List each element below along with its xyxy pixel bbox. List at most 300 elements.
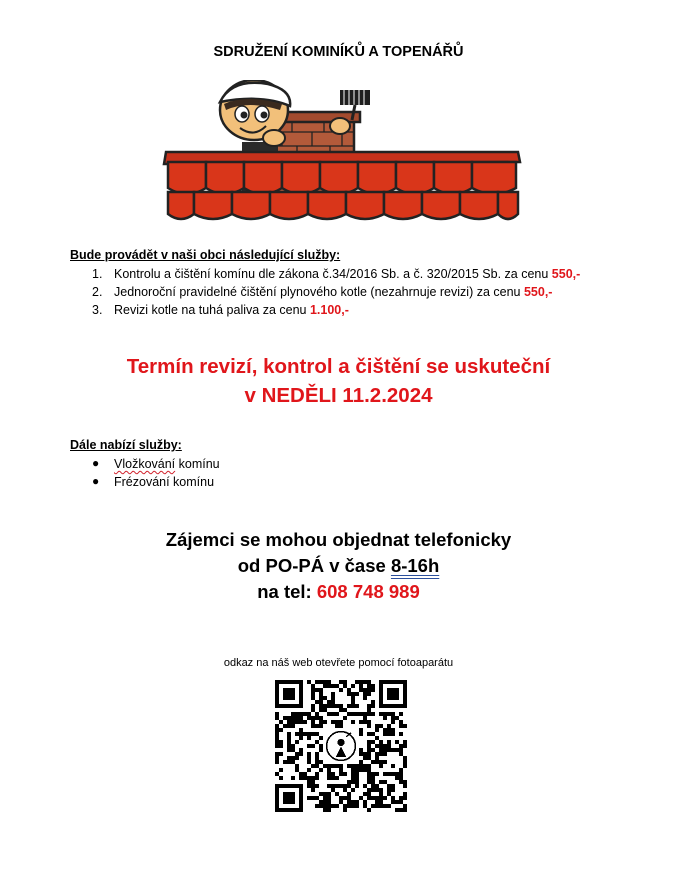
qr-module bbox=[383, 728, 387, 732]
qr-module bbox=[307, 756, 311, 760]
qr-module bbox=[335, 764, 339, 768]
qr-module bbox=[367, 772, 371, 776]
qr-module bbox=[303, 720, 307, 724]
qr-module bbox=[371, 780, 375, 784]
qr-module bbox=[371, 772, 375, 776]
qr-module bbox=[351, 696, 355, 700]
qr-module bbox=[399, 724, 403, 728]
qr-module bbox=[367, 692, 371, 696]
qr-module bbox=[351, 776, 355, 780]
qr-module bbox=[307, 732, 311, 736]
qr-module bbox=[319, 688, 323, 692]
qr-module bbox=[375, 752, 379, 756]
qr-module bbox=[311, 788, 315, 792]
qr-module bbox=[379, 788, 383, 792]
qr-module bbox=[287, 736, 291, 740]
qr-module bbox=[311, 784, 315, 788]
order-line-3 bbox=[0, 579, 677, 605]
qr-module bbox=[327, 704, 331, 708]
qr-module bbox=[291, 748, 295, 752]
qr-module bbox=[379, 800, 383, 804]
qr-module bbox=[351, 692, 355, 696]
qr-module bbox=[287, 760, 291, 764]
qr-finder-top-left bbox=[275, 680, 303, 708]
qr-module bbox=[347, 764, 351, 768]
qr-module bbox=[359, 752, 363, 756]
qr-module bbox=[359, 796, 363, 800]
qr-module bbox=[331, 772, 335, 776]
qr-module bbox=[399, 768, 403, 772]
qr-module bbox=[327, 684, 331, 688]
qr-module bbox=[295, 716, 299, 720]
list-item bbox=[70, 265, 580, 283]
qr-module bbox=[363, 688, 367, 692]
qr-module bbox=[403, 760, 407, 764]
qr-module bbox=[331, 692, 335, 696]
list-number: 1. bbox=[92, 267, 103, 281]
qr-module bbox=[323, 708, 327, 712]
qr-module bbox=[403, 780, 407, 784]
qr-module bbox=[395, 740, 399, 744]
qr-module bbox=[387, 732, 391, 736]
qr-module bbox=[311, 704, 315, 708]
qr-module bbox=[339, 708, 343, 712]
qr-module bbox=[379, 744, 383, 748]
qr-module bbox=[291, 716, 295, 720]
qr-module bbox=[403, 792, 407, 796]
bullet-icon: ● bbox=[92, 456, 100, 470]
qr-module bbox=[371, 732, 375, 736]
qr-module bbox=[315, 760, 319, 764]
qr-module bbox=[367, 740, 371, 744]
qr-module bbox=[331, 712, 335, 716]
qr-module bbox=[343, 784, 347, 788]
qr-module bbox=[351, 712, 355, 716]
qr-module bbox=[307, 776, 311, 780]
qr-module bbox=[303, 732, 307, 736]
qr-module bbox=[371, 688, 375, 692]
qr-module bbox=[295, 752, 299, 756]
qr-module bbox=[327, 784, 331, 788]
qr-module bbox=[351, 768, 355, 772]
qr-module bbox=[391, 748, 395, 752]
qr-module bbox=[379, 764, 383, 768]
qr-module bbox=[395, 716, 399, 720]
qr-module bbox=[367, 776, 371, 780]
qr-module bbox=[331, 764, 335, 768]
qr-module bbox=[291, 776, 295, 780]
qr-module bbox=[395, 772, 399, 776]
qr-module bbox=[319, 744, 323, 748]
qr-module bbox=[399, 772, 403, 776]
qr-module bbox=[295, 712, 299, 716]
qr-module bbox=[287, 716, 291, 720]
qr-module bbox=[303, 772, 307, 776]
qr-module bbox=[315, 756, 319, 760]
qr-module bbox=[275, 728, 279, 732]
qr-module bbox=[351, 700, 355, 704]
qr-module bbox=[291, 724, 295, 728]
qr-module bbox=[371, 788, 375, 792]
qr-module bbox=[379, 796, 383, 800]
service-price: 550,- bbox=[523, 285, 553, 299]
qr-module bbox=[383, 760, 387, 764]
qr-module bbox=[363, 692, 367, 696]
qr-module bbox=[319, 704, 323, 708]
qr-module bbox=[355, 712, 359, 716]
qr-module bbox=[299, 776, 303, 780]
qr-module bbox=[343, 804, 347, 808]
qr-module bbox=[339, 704, 343, 708]
qr-module bbox=[387, 784, 391, 788]
qr-module bbox=[283, 724, 287, 728]
qr-module bbox=[379, 740, 383, 744]
qr-module bbox=[299, 712, 303, 716]
qr-caption: odkaz na náš web otevřete pomocí fotoaparátu bbox=[223, 657, 454, 669]
qr-module bbox=[403, 808, 407, 812]
qr-module bbox=[311, 720, 315, 724]
qr-module bbox=[303, 712, 307, 716]
qr-module bbox=[399, 748, 403, 752]
qr-module bbox=[339, 768, 343, 772]
qr-module bbox=[311, 732, 315, 736]
qr-module bbox=[311, 696, 315, 700]
qr-module bbox=[363, 696, 367, 700]
qr-module bbox=[371, 760, 375, 764]
qr-module bbox=[319, 760, 323, 764]
qr-module bbox=[331, 784, 335, 788]
qr-module bbox=[367, 684, 371, 688]
qr-module bbox=[287, 748, 291, 752]
qr-module bbox=[343, 772, 347, 776]
qr-module bbox=[367, 688, 371, 692]
qr-module bbox=[339, 688, 343, 692]
office-hours: 8-16h bbox=[390, 555, 440, 576]
qr-module bbox=[399, 776, 403, 780]
qr-module bbox=[339, 772, 343, 776]
qr-module bbox=[355, 680, 359, 684]
qr-module bbox=[283, 760, 287, 764]
qr-module bbox=[387, 804, 391, 808]
qr-module bbox=[379, 792, 383, 796]
qr-module bbox=[275, 760, 279, 764]
qr-module bbox=[315, 732, 319, 736]
qr-module bbox=[323, 796, 327, 800]
qr-module bbox=[299, 748, 303, 752]
qr-module bbox=[403, 784, 407, 788]
qr-module bbox=[283, 716, 287, 720]
qr-module bbox=[323, 696, 327, 700]
qr-module bbox=[323, 704, 327, 708]
qr-module bbox=[339, 680, 343, 684]
qr-module bbox=[327, 792, 331, 796]
qr-module bbox=[315, 724, 319, 728]
qr-module bbox=[299, 736, 303, 740]
qr-module bbox=[307, 784, 311, 788]
service-text: Kontrolu a čištění komínu dle zákona č.34/2016 Sb. a č. 320/2015 Sb. za cenu bbox=[114, 267, 552, 281]
qr-module bbox=[327, 680, 331, 684]
qr-module bbox=[367, 796, 371, 800]
qr-module bbox=[291, 756, 295, 760]
order-line-2 bbox=[0, 553, 677, 579]
qr-module bbox=[363, 752, 367, 756]
qr-module bbox=[319, 792, 323, 796]
qr-module bbox=[363, 720, 367, 724]
qr-module bbox=[403, 764, 407, 768]
qr-module bbox=[319, 720, 323, 724]
qr-module bbox=[327, 808, 331, 812]
qr-module bbox=[399, 712, 403, 716]
qr-module bbox=[395, 800, 399, 804]
qr-module bbox=[307, 768, 311, 772]
qr-module bbox=[379, 724, 383, 728]
qr-module bbox=[275, 744, 279, 748]
service-price: 550,- bbox=[551, 267, 581, 281]
qr-module bbox=[399, 744, 403, 748]
qr-module bbox=[367, 720, 371, 724]
qr-module bbox=[327, 776, 331, 780]
order-info bbox=[0, 527, 677, 605]
qr-module bbox=[387, 792, 391, 796]
qr-module bbox=[367, 748, 371, 752]
qr-module bbox=[287, 740, 291, 744]
qr-module bbox=[351, 764, 355, 768]
qr-module bbox=[319, 724, 323, 728]
qr-module bbox=[367, 680, 371, 684]
qr-module bbox=[311, 716, 315, 720]
qr-module bbox=[307, 760, 311, 764]
qr-module bbox=[307, 712, 311, 716]
qr-module bbox=[383, 772, 387, 776]
qr-module bbox=[295, 768, 299, 772]
qr-module bbox=[299, 772, 303, 776]
qr-module bbox=[383, 804, 387, 808]
qr-finder-bottom-left bbox=[275, 784, 303, 812]
qr-module bbox=[391, 788, 395, 792]
qr-module bbox=[347, 688, 351, 692]
qr-module bbox=[315, 764, 319, 768]
qr-module bbox=[391, 764, 395, 768]
qr-module bbox=[319, 800, 323, 804]
qr-module bbox=[323, 804, 327, 808]
qr-module bbox=[315, 740, 319, 744]
qr-module bbox=[351, 704, 355, 708]
qr-module bbox=[359, 760, 363, 764]
qr-module bbox=[299, 732, 303, 736]
qr-module bbox=[279, 744, 283, 748]
phone-prefix: na tel: bbox=[257, 581, 317, 602]
list-number: 2. bbox=[92, 285, 103, 299]
qr-module bbox=[359, 712, 363, 716]
qr-module bbox=[335, 792, 339, 796]
qr-module bbox=[363, 800, 367, 804]
qr-module bbox=[303, 776, 307, 780]
qr-module bbox=[323, 808, 327, 812]
service-word: Frézování komínu bbox=[114, 475, 215, 489]
qr-module bbox=[399, 796, 403, 800]
qr-module bbox=[351, 804, 355, 808]
qr-module bbox=[275, 712, 279, 716]
qr-module bbox=[315, 804, 319, 808]
qr-module bbox=[379, 752, 383, 756]
qr-module bbox=[363, 680, 367, 684]
qr-module bbox=[323, 720, 327, 724]
qr-module bbox=[347, 796, 351, 800]
qr-module bbox=[275, 724, 279, 728]
qr-module bbox=[339, 724, 343, 728]
qr-module bbox=[311, 744, 315, 748]
qr-module bbox=[339, 796, 343, 800]
qr-module bbox=[363, 764, 367, 768]
qr-module bbox=[383, 732, 387, 736]
qr-module bbox=[275, 752, 279, 756]
qr-module bbox=[331, 788, 335, 792]
qr-module bbox=[351, 800, 355, 804]
service-word: Vložkování bbox=[114, 457, 176, 471]
service-text: Jednoroční pravidelné čištění plynového kotle (nezahrnuje revizi) za cenu bbox=[114, 285, 524, 299]
qr-module bbox=[315, 712, 319, 716]
qr-module bbox=[331, 704, 335, 708]
qr-module bbox=[343, 684, 347, 688]
bullet-icon: ● bbox=[92, 474, 100, 488]
qr-module bbox=[291, 744, 295, 748]
qr-module bbox=[355, 784, 359, 788]
qr-module bbox=[375, 744, 379, 748]
qr-module bbox=[347, 792, 351, 796]
qr-module bbox=[363, 768, 367, 772]
qr-module bbox=[311, 724, 315, 728]
qr-module bbox=[315, 716, 319, 720]
qr-module bbox=[375, 724, 379, 728]
qr-module bbox=[315, 700, 319, 704]
qr-module bbox=[327, 804, 331, 808]
qr-module bbox=[275, 736, 279, 740]
qr-module bbox=[311, 684, 315, 688]
list-number: 3. bbox=[92, 303, 103, 317]
qr-module bbox=[359, 720, 363, 724]
qr-module bbox=[355, 764, 359, 768]
qr-module bbox=[319, 692, 323, 696]
qr-module bbox=[319, 700, 323, 704]
qr-module bbox=[315, 688, 319, 692]
list-item bbox=[70, 473, 220, 491]
phone-number[interactable]: 608 748 989 bbox=[316, 581, 420, 602]
qr-module bbox=[379, 748, 383, 752]
qr-module bbox=[291, 760, 295, 764]
qr-module bbox=[371, 740, 375, 744]
qr-module bbox=[311, 708, 315, 712]
qr-module bbox=[379, 804, 383, 808]
qr-module bbox=[307, 680, 311, 684]
qr-module bbox=[367, 732, 371, 736]
qr-module bbox=[375, 784, 379, 788]
qr-module bbox=[355, 776, 359, 780]
qr-module bbox=[307, 716, 311, 720]
qr-module bbox=[275, 772, 279, 776]
qr-module bbox=[319, 804, 323, 808]
qr-module bbox=[299, 716, 303, 720]
qr-module bbox=[367, 744, 371, 748]
qr-module bbox=[383, 744, 387, 748]
qr-module bbox=[279, 768, 283, 772]
qr-module bbox=[371, 712, 375, 716]
qr-module bbox=[275, 716, 279, 720]
qr-module bbox=[335, 804, 339, 808]
qr-module bbox=[343, 680, 347, 684]
qr-module bbox=[403, 744, 407, 748]
qr-module bbox=[387, 788, 391, 792]
qr-module bbox=[367, 768, 371, 772]
qr-module bbox=[363, 716, 367, 720]
qr-module bbox=[383, 712, 387, 716]
list-item bbox=[70, 283, 580, 301]
list-item bbox=[70, 301, 580, 319]
qr-module bbox=[403, 724, 407, 728]
qr-module bbox=[339, 764, 343, 768]
qr-module bbox=[355, 692, 359, 696]
qr-module bbox=[387, 728, 391, 732]
qr-module bbox=[371, 700, 375, 704]
qr-module bbox=[355, 800, 359, 804]
qr-module bbox=[359, 684, 363, 688]
qr-module bbox=[343, 788, 347, 792]
qr-module bbox=[323, 764, 327, 768]
qr-finder-top-right bbox=[379, 680, 407, 708]
qr-module bbox=[367, 752, 371, 756]
qr-module bbox=[367, 704, 371, 708]
qr-module bbox=[363, 756, 367, 760]
qr-module bbox=[307, 736, 311, 740]
qr-module bbox=[279, 752, 283, 756]
qr-module bbox=[299, 728, 303, 732]
qr-module bbox=[331, 696, 335, 700]
qr-module bbox=[395, 748, 399, 752]
qr-module bbox=[319, 768, 323, 772]
qr-module bbox=[319, 736, 323, 740]
qr-module bbox=[343, 708, 347, 712]
hours-prefix: od PO-PÁ v čase bbox=[237, 555, 391, 576]
qr-center-logo-icon bbox=[325, 730, 357, 762]
qr-module bbox=[347, 704, 351, 708]
qr-module bbox=[379, 760, 383, 764]
qr-module bbox=[363, 792, 367, 796]
qr-module bbox=[279, 740, 283, 744]
qr-module bbox=[335, 720, 339, 724]
qr-module bbox=[295, 732, 299, 736]
qr-module bbox=[335, 776, 339, 780]
qr-module bbox=[307, 796, 311, 800]
qr-module bbox=[371, 776, 375, 780]
qr-module bbox=[363, 784, 367, 788]
qr-module bbox=[295, 740, 299, 744]
qr-module bbox=[327, 712, 331, 716]
more-services-list bbox=[70, 455, 220, 491]
qr-module bbox=[367, 724, 371, 728]
qr-module bbox=[311, 796, 315, 800]
qr-module bbox=[335, 784, 339, 788]
qr-module bbox=[291, 712, 295, 716]
qr-module bbox=[367, 792, 371, 796]
qr-module bbox=[311, 764, 315, 768]
qr-code-icon[interactable] bbox=[275, 680, 407, 812]
chimney-sweep-illustration bbox=[162, 80, 524, 230]
qr-module bbox=[299, 752, 303, 756]
qr-module bbox=[403, 804, 407, 808]
qr-module bbox=[371, 704, 375, 708]
qr-module bbox=[307, 744, 311, 748]
qr-module bbox=[391, 728, 395, 732]
qr-module bbox=[391, 772, 395, 776]
